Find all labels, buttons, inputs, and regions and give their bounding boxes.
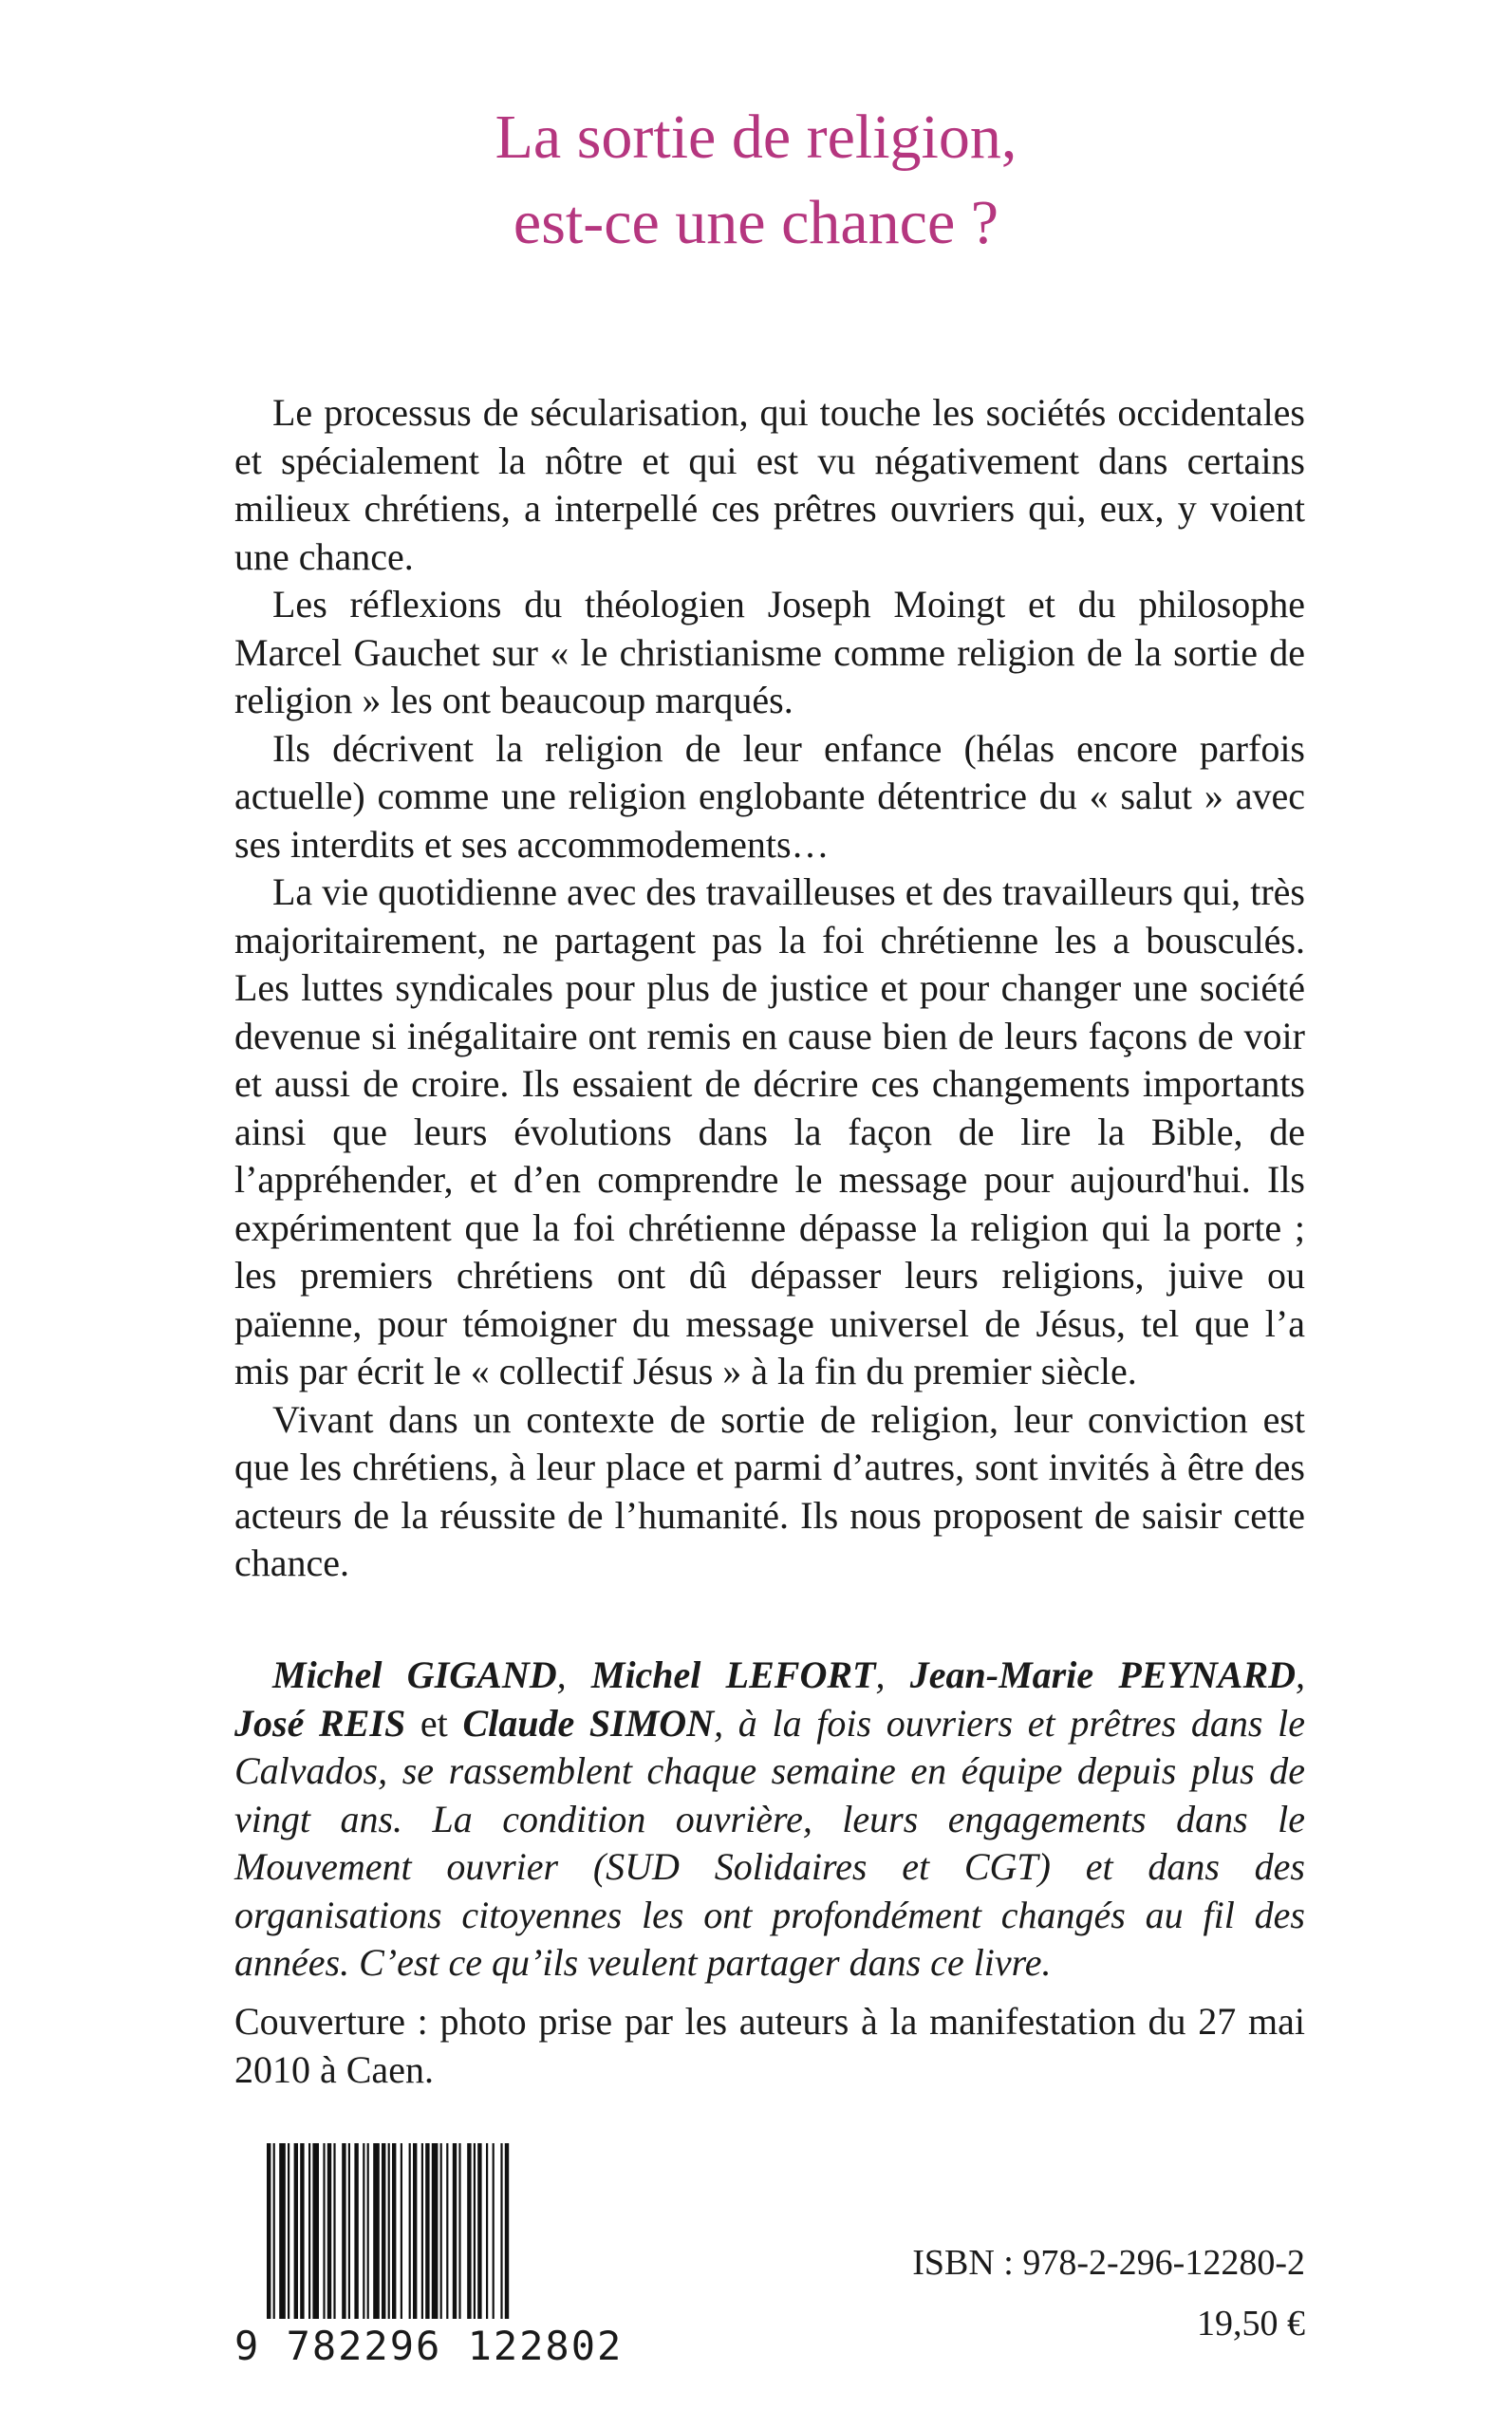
isbn: ISBN : 978-2-296-12280-2 — [912, 2243, 1305, 2283]
barcode — [234, 2143, 624, 2369]
barcode-digits: 9 782296 122802 — [234, 2323, 624, 2369]
author-separator: , — [1296, 1653, 1306, 1696]
book-title — [0, 95, 1512, 266]
cover-credit: Couverture : photo prise par les auteurs à la manifestation du 27 mai 2010 à Caen. — [234, 2000, 1305, 2091]
author-separator: , — [556, 1653, 591, 1696]
paragraph-2: Les réflexions du théologien Joseph Moingt et du philosophe Marcel Gauchet sur « le christianisme comme religion de la sortie de religion » les ont beaucoup marqués. — [234, 583, 1305, 721]
author-name: Claude SIMON — [462, 1701, 715, 1745]
bio-text: , à la fois ouvriers et prêtres dans le Calvados, se rassemblent chaque semaine en équipe depuis plus de vingt ans. La condition ouvrière, leurs engagements dans le Mouvement ouvrier (SUD Solidaires et CGT) et dans des organisations citoyennes les ont profondément changés au fil des années. C’est ce qu’ils veulent partager dans ce livre. — [234, 1701, 1305, 1984]
paragraph-5: Vivant dans un contexte de sortie de religion, leur conviction est que les chrétiens, à leur place et parmi d’autres, sont invités à être des acteurs de la réussite de l’humanité. Ils nous proposent de saisir cette chance. — [234, 1397, 1305, 1584]
author-separator: et — [405, 1701, 463, 1745]
title-line-1: La sortie de religion, — [495, 103, 1017, 172]
author-name: Michel GIGAND — [272, 1653, 557, 1696]
author-name: José REIS — [234, 1701, 406, 1745]
title-line-2: est-ce une chance ? — [513, 188, 999, 257]
paragraph-3: Ils décrivent la religion de leur enfance (hélas encore parfois actuelle) comme une religion englobante détentrice du « salut » avec ses interdits et ses accommodements… — [234, 726, 1305, 866]
paragraph-1: Le processus de sécularisation, qui touche les sociétés occidentales et spécialement la nôtre et qui est vu négativement dans certains milieux chrétiens, a interpellé ces prêtres ouvriers qui, eux, y voient une chance. — [234, 391, 1305, 578]
back-cover-text — [234, 389, 1305, 1588]
authors-bio — [234, 1652, 1305, 1988]
paragraph-4: La vie quotidienne avec des travailleuses et des travailleurs qui, très majoritairement, ne partagent pas la foi chrétienne les a bousculés. Les luttes syndicales pour plus de justice et pour changer une société devenue si inégalitaire ont remis en cause bien de leurs façons de voir et aussi de croire. Ils essaient de décrire ces changements importants ainsi que leurs évolutions dans la façon de lire la Bible, de l’appréhender, et d’en comprendre le message pour aujourd'hui. Ils expérimentent que la foi chrétienne dépasse la religion qui la porte ; les premiers chrétiens ont dû dépasser leurs religions, juive ou païenne, pour témoigner du message universel de Jésus, tel que l’a mis par écrit le « collectif Jésus » à la fin du premier siècle. — [234, 870, 1305, 1392]
author-name: Michel LEFORT — [590, 1653, 876, 1696]
author-separator: , — [875, 1653, 910, 1696]
price: 19,50 € — [1197, 2304, 1305, 2344]
barcode-icon — [234, 2143, 595, 2324]
author-name: Jean-Marie PEYNARD — [909, 1653, 1297, 1696]
